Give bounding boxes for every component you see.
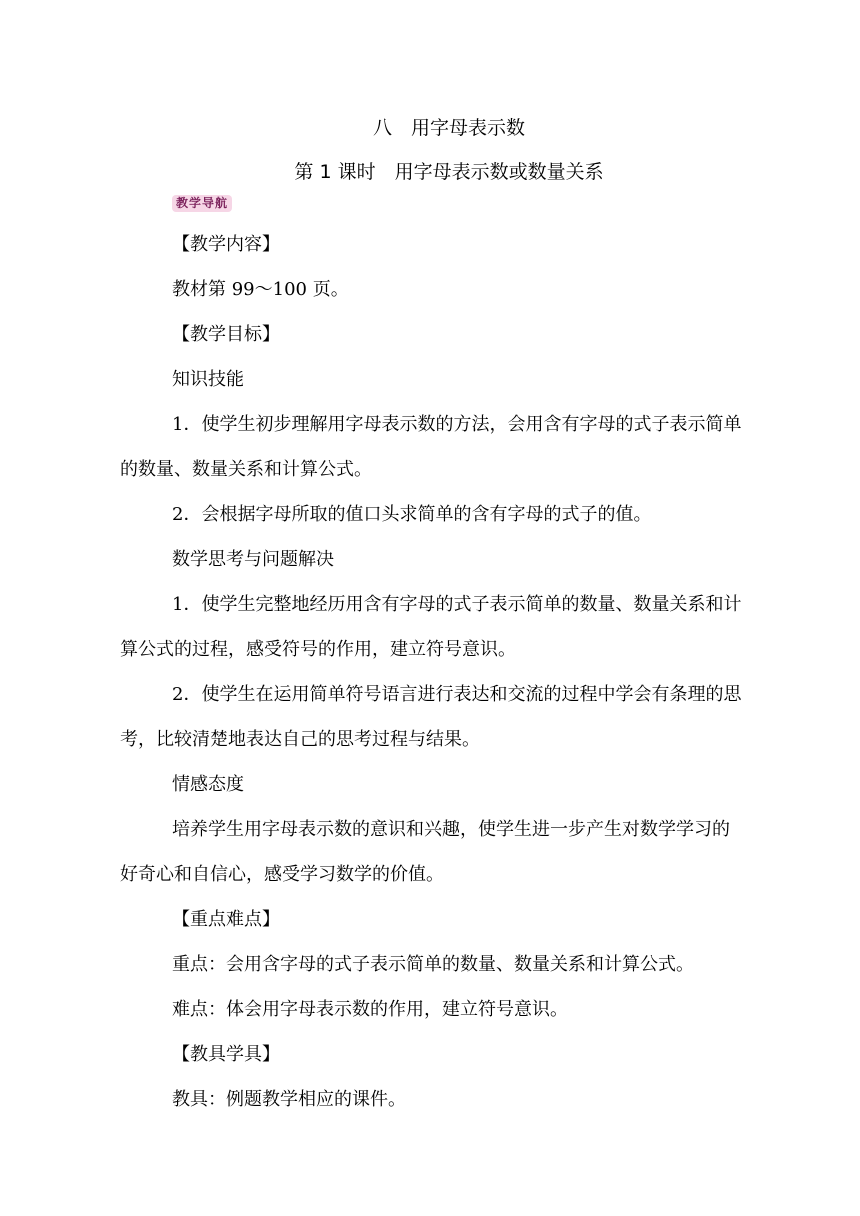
difficulty-text: 难点：体会用字母表示数的作用，建立符号意识。 <box>172 999 568 1020</box>
key-points-heading: 【重点难点】 <box>172 909 280 930</box>
emotion-text: 培养学生用字母表示数的意识和兴趣，使学生进一步产生对数学学习的好奇心和自信心，感受学习数学的价值。 <box>120 819 730 885</box>
teaching-guide-badge: 教学导航 <box>172 195 232 212</box>
emotion-label: 情感态度 <box>172 774 244 795</box>
tools-text: 教具：例题教学相应的课件。 <box>172 1089 406 1110</box>
thinking-item-1: 1．使学生完整地经历用含有字母的式子表示简单的数量、数量关系和计算公式的过程，感受符号的作用，建立符号意识。 <box>120 594 742 660</box>
lesson-title: 第 1 课时 用字母表示数或数量关系 <box>294 161 604 183</box>
chapter-title: 八 用字母表示数 <box>372 117 525 139</box>
tools-heading: 【教具学具】 <box>172 1044 280 1065</box>
knowledge-label: 知识技能 <box>172 369 244 390</box>
knowledge-item-1: 1．使学生初步理解用字母表示数的方法，会用含有字母的式子表示简单的数量、数量关系和计算公式。 <box>120 414 742 480</box>
goals-heading: 【教学目标】 <box>172 324 280 345</box>
content-heading: 【教学内容】 <box>172 234 280 255</box>
lesson-body <box>120 222 742 1122</box>
key-point-text: 重点：会用含字母的式子表示简单的数量、数量关系和计算公式。 <box>172 954 694 975</box>
thinking-item-2: 2．使学生在运用简单符号语言进行表达和交流的过程中学会有条理的思考，比较清楚地表达自己的思考过程与结果。 <box>120 684 742 750</box>
content-text: 教材第 99～100 页。 <box>172 279 349 300</box>
knowledge-item-2: 2．会根据字母所取的值口头求简单的含有字母的式子的值。 <box>172 504 652 525</box>
thinking-label: 数学思考与问题解决 <box>172 549 334 570</box>
